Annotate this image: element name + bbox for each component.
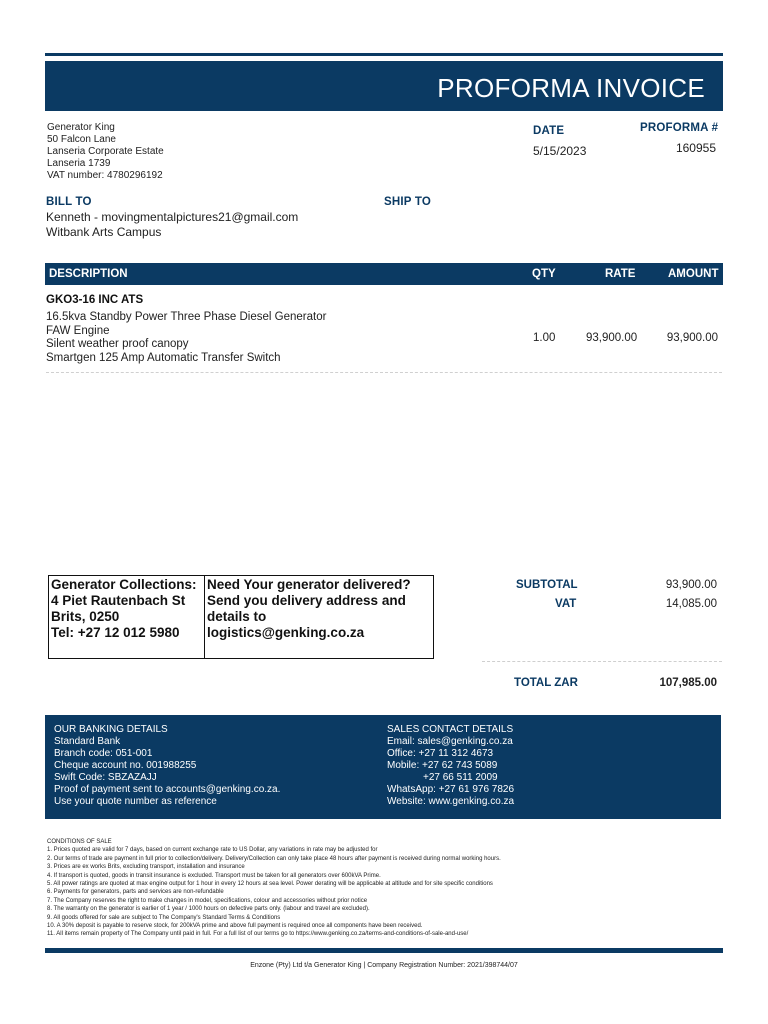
proforma-number-label: PROFORMA # bbox=[640, 122, 719, 134]
condition-item: 11. All items remain property of The Company until paid in full. For a full list of our terms go to https://www.genking.co.za/terms-and-conditions-of-sale-and-use/ bbox=[47, 931, 469, 938]
proforma-number-value: 160955 bbox=[675, 141, 716, 155]
banking-details bbox=[54, 724, 280, 808]
sales-mobile-2: +27 66 511 2009 bbox=[423, 772, 498, 783]
item-qty: 1.00 bbox=[533, 332, 556, 344]
bank-name: Standard Bank bbox=[54, 736, 121, 747]
condition-item: 9. All goods offered for sale are subject to The Company's Standard Terms & Conditions bbox=[47, 914, 281, 921]
sales-title: SALES CONTACT DETAILS bbox=[387, 724, 514, 735]
sales-mobile: Mobile: +27 62 743 5089 bbox=[387, 760, 498, 771]
condition-item: 2. Our terms of trade are payment in full prior to collection/delivery. Delivery/Collection can only take place 48 hours after payment is received during normal working hours. bbox=[47, 855, 501, 862]
conditions-of-sale bbox=[47, 838, 727, 939]
company-street: 50 Falcon Lane bbox=[47, 134, 116, 145]
item-description-line: FAW Engine bbox=[46, 324, 110, 337]
item-description-line: Smartgen 125 Amp Automatic Transfer Switch bbox=[46, 351, 281, 364]
bill-to-location: Witbank Arts Campus bbox=[46, 225, 162, 239]
item-code: GKO3-16 INC ATS bbox=[46, 294, 144, 306]
condition-item: 1. Prices quoted are valid for 7 days, based on current exchange rate to US Dollar, any variations in rate may be adjusted for bbox=[47, 847, 378, 854]
sales-contact-details bbox=[387, 724, 514, 808]
col-qty: QTY bbox=[532, 268, 556, 280]
total-value: 107,985.00 bbox=[659, 677, 717, 689]
bill-to-contact: Kenneth - movingmentalpictures21@gmail.com bbox=[46, 210, 299, 224]
bill-to-label: BILL TO bbox=[46, 196, 92, 208]
total-label: TOTAL ZAR bbox=[514, 677, 578, 689]
conditions-title: CONDITIONS OF SALE bbox=[47, 839, 112, 845]
item-rate: 93,900.00 bbox=[586, 332, 638, 344]
item-description-line: Silent weather proof canopy bbox=[46, 338, 189, 350]
item-description-line: 16.5kva Standby Power Three Phase Diesel Generator bbox=[46, 311, 327, 323]
collections-phone: Tel: +27 12 012 5980 bbox=[51, 625, 180, 640]
branch-code: Branch code: 051-001 bbox=[54, 748, 153, 759]
company-estate: Lanseria Corporate Estate bbox=[47, 146, 164, 157]
delivery-box bbox=[205, 576, 433, 658]
col-amount: AMOUNT bbox=[668, 268, 719, 280]
collections-box bbox=[49, 576, 205, 658]
delivery-text: details to bbox=[207, 609, 267, 624]
delivery-email: logistics@genking.co.za bbox=[207, 625, 365, 640]
vat-label: VAT bbox=[555, 598, 577, 610]
collections-city: Brits, 0250 bbox=[51, 609, 120, 624]
date-value: 5/15/2023 bbox=[533, 144, 587, 158]
company-address bbox=[47, 122, 164, 182]
delivery-title: Need Your generator delivered? bbox=[207, 577, 411, 592]
swift-code: Swift Code: SBZAZAJJ bbox=[54, 772, 157, 783]
info-boxes bbox=[48, 575, 434, 659]
company-name: Generator King bbox=[47, 122, 115, 133]
sales-website: Website: www.genking.co.za bbox=[387, 796, 515, 807]
item-amount: 93,900.00 bbox=[666, 332, 718, 344]
proof-of-payment: Proof of payment sent to accounts@genking.co.za. bbox=[54, 784, 281, 795]
condition-item: 4. If transport is quoted, goods in transit insurance is excluded. Transport must be taken for all generators over 600kVA Prime. bbox=[47, 872, 381, 879]
condition-item: 7. The Company reserves the right to make changes in model, specifications, colour and accessories without prior notice bbox=[47, 897, 368, 904]
vat-value: 14,085.00 bbox=[665, 598, 717, 610]
sales-email: Email: sales@genking.co.za bbox=[387, 736, 513, 747]
footer-registration: Enzone (Pty) Ltd t/a Generator King | Company Registration Number: 2021/398744/07 bbox=[250, 962, 518, 969]
company-vat: VAT number: 4780296192 bbox=[47, 170, 163, 181]
ship-to-section bbox=[384, 196, 431, 208]
condition-item: 5. All power ratings are quoted at max engine output for 1 hour in every 12 hours at sea level. Power derating will be applicable at altitude and for site specific conditions bbox=[47, 881, 493, 888]
condition-item: 10. A 30% deposit is payable to reserve stock, for 200kVA prime and above full payment is required once all components have been received. bbox=[47, 923, 423, 930]
bottom-rule bbox=[45, 948, 723, 953]
condition-item: 6. Payments for generators, parts and services are non-refundable bbox=[47, 889, 224, 896]
sales-office: Office: +27 11 312 4673 bbox=[387, 748, 494, 759]
subtotal-value: 93,900.00 bbox=[665, 579, 717, 591]
ship-to-label: SHIP TO bbox=[384, 196, 431, 208]
condition-item: 3. Prices are ex works Brits, excluding transport, installation and insurance bbox=[47, 864, 245, 871]
company-city: Lanseria 1739 bbox=[47, 158, 111, 169]
banking-title: OUR BANKING DETAILS bbox=[54, 724, 168, 735]
totals-divider bbox=[482, 661, 722, 662]
condition-item: 8. The warranty on the generator is earlier of 1 year / 1000 hours on defective parts only. (labour and travel are excluded). bbox=[47, 906, 370, 913]
top-rule bbox=[45, 53, 723, 56]
reference-note: Use your quote number as reference bbox=[54, 796, 217, 807]
collections-title: Generator Collections: bbox=[51, 577, 197, 592]
sales-whatsapp: WhatsApp: +27 61 976 7826 bbox=[387, 784, 515, 795]
invoice-header bbox=[45, 61, 723, 111]
subtotal-label: SUBTOTAL bbox=[516, 579, 578, 591]
items-table-header bbox=[45, 263, 723, 285]
col-description: DESCRIPTION bbox=[49, 268, 128, 280]
delivery-text: Send you delivery address and bbox=[207, 593, 406, 608]
collections-street: 4 Piet Rautenbach St bbox=[51, 593, 186, 608]
table-row bbox=[46, 294, 722, 373]
invoice-title: PROFORMA INVOICE bbox=[437, 73, 705, 103]
details-banner bbox=[45, 715, 721, 819]
date-label: DATE bbox=[533, 125, 565, 137]
col-rate: RATE bbox=[605, 268, 636, 280]
account-number: Cheque account no. 001988255 bbox=[54, 760, 197, 771]
bill-to-section bbox=[46, 196, 298, 240]
